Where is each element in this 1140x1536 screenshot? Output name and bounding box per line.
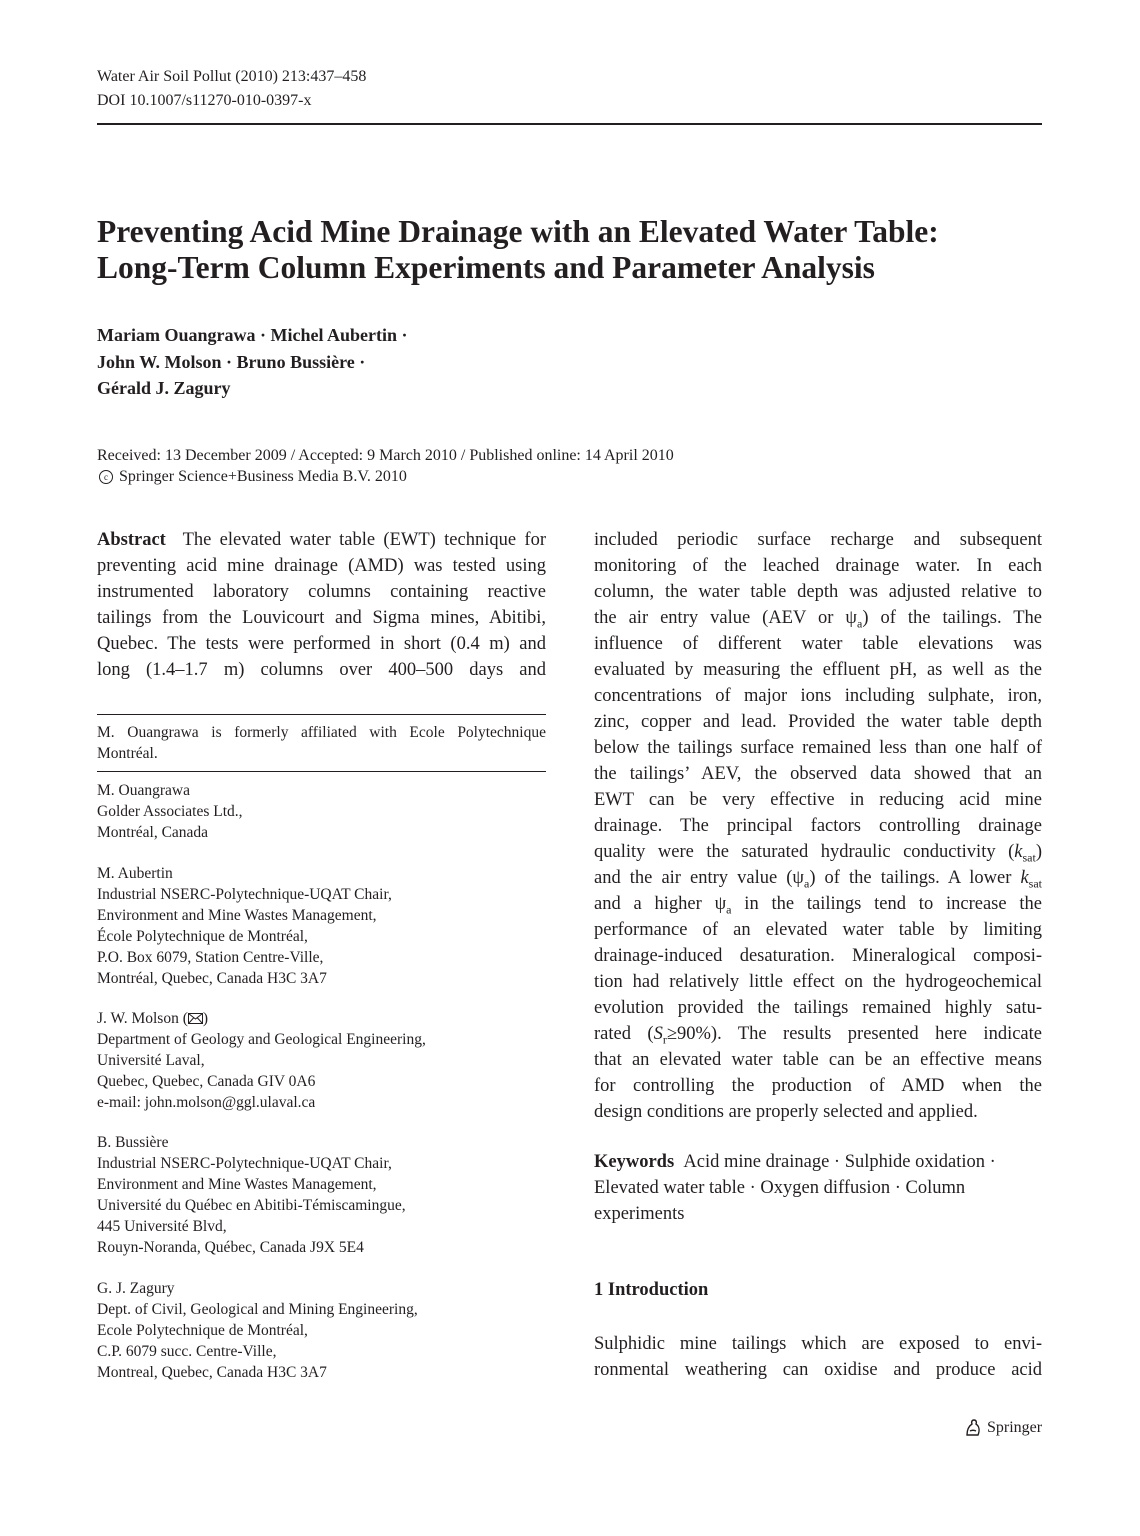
- intro-line: Sulphidic mine tailings which are exposed to envi-: [594, 1334, 1042, 1354]
- author-list: [97, 322, 407, 402]
- affiliation-block: M. Ouangrawa Golder Associates Ltd., Montréal, Canada: [97, 782, 243, 841]
- abstract-line: monitoring of the leached drainage water. In each: [594, 556, 1042, 576]
- note-line-2: Montréal.: [97, 745, 158, 762]
- abstract-label: Abstract: [97, 530, 166, 550]
- abstract-line: drainage-induced desaturation. Mineralogical composi-: [594, 946, 1042, 966]
- abstract-line: instrumented laboratory columns containing reactive: [97, 582, 546, 602]
- abstract-line: and a higher $\psi_a$ in the tailings tend to increase the: [594, 894, 1042, 917]
- abstract-line: preventing acid mine drainage (AMD) was tested using: [97, 556, 546, 576]
- copyright-text: Springer Science+Business Media B.V. 2010: [119, 468, 407, 485]
- abstract-line: quality were the saturated hydraulic conductivity $(k_{sat})$: [594, 842, 1042, 865]
- intro-line: ronmental weathering can oxidise and produce acid: [594, 1360, 1042, 1380]
- keywords-line-3: experiments: [594, 1204, 685, 1224]
- abstract-line: tailings from the Louvicourt and Sigma mines, Abitibi,: [97, 608, 546, 628]
- abstract-line: rated $(S_r\ge 90\%)$. The results presented here indicate: [594, 1024, 1042, 1047]
- abstract-line: the tailings’ AEV, the observed data showed that an: [594, 764, 1042, 784]
- affiliation-block: M. Aubertin Industrial NSERC-Polytechnique-UQAT Chair, Environment and Mine Wastes Management, École Polytechnique de Montréal, P.O. Box 6079, Station Centre-Ville, Montréal, Quebec, Canada H3C 3A7: [97, 865, 392, 987]
- abstract-right-column: [594, 527, 1042, 1125]
- footnote-rule-top: [97, 714, 546, 715]
- abstract-line: zinc, copper and lead. Provided the water table depth: [594, 712, 1042, 732]
- abstract-line: that an elevated water table can be an effective means: [594, 1050, 1042, 1070]
- abstract-line: long (1.4–1.7 m) columns over 400–500 days and: [97, 660, 546, 680]
- abstract-line: column, the water table depth was adjusted relative to: [594, 582, 1042, 602]
- abstract-line: design conditions are properly selected and applied.: [594, 1102, 978, 1122]
- keywords: [594, 1149, 1042, 1227]
- affiliation-block: B. Bussière Industrial NSERC-Polytechnique-UQAT Chair, Environment and Mine Wastes Management, Université du Québec en Abitibi-Témiscamingue, 445 Université Blvd, Rouyn-Noranda, Québec, Canada J9X 5E4: [97, 1134, 406, 1256]
- springer-horse-icon: [963, 1418, 983, 1438]
- abstract-line: evaluated by measuring the effluent pH, as well as the: [594, 660, 1042, 680]
- section-heading: 1 Introduction: [594, 1280, 709, 1300]
- abstract-line: the air entry value (AEV or $\psi_a$) of the tailings. The: [594, 608, 1042, 631]
- abstract-line: below the tailings surface remained less than one half of: [594, 738, 1042, 758]
- copyright-line: [97, 466, 674, 487]
- affiliation-block: G. J. Zagury Dept. of Civil, Geological and Mining Engineering, Ecole Polytechnique de Montréal, C.P. 6079 succ. Centre-Ville, Montreal, Quebec, Canada H3C 3A7: [97, 1280, 418, 1381]
- keywords-line-2: Elevated water table · Oxygen diffusion · Column: [594, 1178, 966, 1198]
- abstract-line: evolution provided the tailings remained highly satu-: [594, 998, 1042, 1018]
- footnote-note: [97, 722, 546, 764]
- abstract-line: Abstract The elevated water table (EWT) technique for: [97, 530, 546, 550]
- history-dates: Received: 13 December 2009 / Accepted: 9 March 2010 / Published online: 14 April 2010: [97, 447, 674, 464]
- corresponding-author: J. W. Molson ( ): [97, 1010, 209, 1027]
- abstract-line: and the air entry value $(\psi_a)$ of the tailings. A lower $k_{sat}$: [594, 868, 1042, 891]
- doi: DOI 10.1007/s11270-010-0397-x: [97, 92, 312, 109]
- affiliation-block: J. W. Molson ( ) Department of Geology and Geological Engineering, Université Laval, Quebec, Quebec, Canada GIV 0A6 e-mail: john.molson@ggl.ulaval.ca: [97, 1010, 426, 1111]
- copyright-icon: c: [99, 470, 113, 484]
- publisher-name: Springer: [987, 1419, 1043, 1436]
- envelope-icon: [188, 1013, 203, 1024]
- note-line-1: M. Ouangrawa is formerly affiliated with Ecole Polytechnique: [97, 724, 546, 741]
- keywords-label: Keywords: [594, 1152, 675, 1172]
- abstract-line: Quebec. The tests were performed in short (0.4 m) and: [97, 634, 546, 654]
- abstract-line: drainage. The principal factors controlling drainage: [594, 816, 1042, 836]
- abstract-line: EWT can be very effective in reducing acid mine: [594, 790, 1042, 810]
- publisher-logo: [963, 1418, 1042, 1438]
- author-line-1: Mariam Ouangrawa · Michel Aubertin ·: [97, 325, 408, 345]
- footnote-rule-bottom: [97, 771, 546, 772]
- abstract-line: included periodic surface recharge and subsequent: [594, 530, 1042, 550]
- header-rule: [97, 123, 1042, 125]
- title-line-1: Preventing Acid Mine Drainage with an Elevated Water Table:: [97, 214, 939, 249]
- journal-citation: Water Air Soil Pollut (2010) 213:437–458: [97, 68, 367, 85]
- abstract-line: concentrations of major ions including sulphate, iron,: [594, 686, 1042, 706]
- abstract-line: performance of an elevated water table by limiting: [594, 920, 1042, 940]
- author-email[interactable]: e-mail: john.molson@ggl.ulaval.ca: [97, 1094, 316, 1111]
- author-line-3: Gérald J. Zagury: [97, 378, 231, 398]
- abstract-left-column: [97, 527, 546, 683]
- title-line-2: Long-Term Column Experiments and Parameter Analysis: [97, 250, 875, 285]
- paper-title: [97, 214, 1057, 286]
- author-line-2: John W. Molson · Bruno Bussière ·: [97, 351, 366, 372]
- abstract-line: influence of different water table elevations was: [594, 634, 1042, 654]
- keywords-line-1: Keywords Acid mine drainage · Sulphide oxidation ·: [594, 1152, 996, 1172]
- introduction-text: [594, 1331, 1042, 1383]
- abstract-line: tion had relatively little effect on the hydrogeochemical: [594, 972, 1042, 992]
- publication-dates: [97, 445, 674, 487]
- abstract-line: for controlling the production of AMD when the: [594, 1076, 1042, 1096]
